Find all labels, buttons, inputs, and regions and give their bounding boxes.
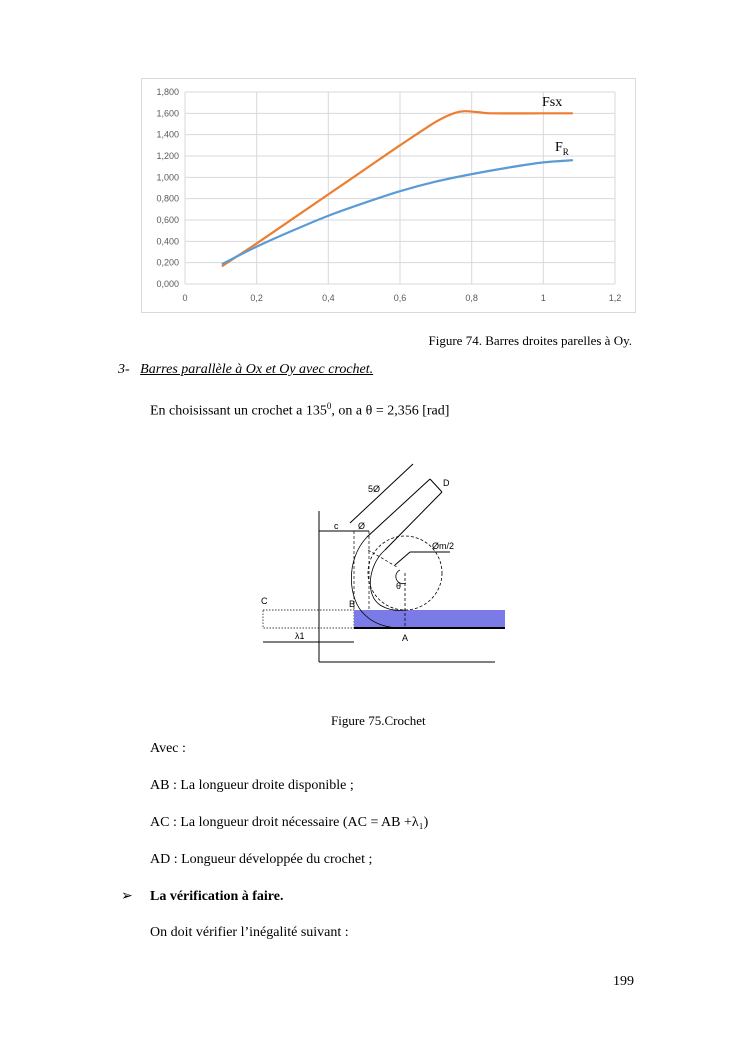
bullet-arrow-icon: ➢ xyxy=(121,889,133,904)
x-tick-label: 1 xyxy=(540,293,546,303)
label-d: D xyxy=(443,478,450,488)
bullet-heading: La vérification à faire. xyxy=(150,889,284,904)
section-number: 3- xyxy=(118,362,130,377)
y-tick-label: 0,000 xyxy=(156,279,179,289)
label-lambda: λ1 xyxy=(295,631,305,641)
page-number: 199 xyxy=(613,974,634,989)
label-theta: θ xyxy=(396,581,402,591)
definition-ad: AD : Longueur développée du crochet ; xyxy=(150,852,373,867)
section-heading xyxy=(118,362,373,378)
y-tick-label: 1,600 xyxy=(156,108,179,119)
y-tick-label: 0,800 xyxy=(156,193,179,204)
section-title: Barres parallèle à Ox et Oy avec crochet. xyxy=(140,362,374,377)
x-tick-label: 0,4 xyxy=(322,293,335,303)
series-label-fsx: Fsx xyxy=(542,95,563,110)
x-tick-label: 0 xyxy=(182,293,188,303)
y-tick-label: 1,800 xyxy=(156,87,179,97)
y-tick-label: 1,200 xyxy=(156,151,179,161)
x-tick-label: 1,2 xyxy=(608,293,622,303)
x-tick-label: 0,8 xyxy=(465,293,478,303)
label-c-point: C xyxy=(261,596,268,606)
x-tick-label: 0,2 xyxy=(250,293,263,303)
y-tick-label: 0,600 xyxy=(156,215,179,225)
y-tick-label: 0,200 xyxy=(156,257,179,268)
intro-text: En choisissant un crochet a $135^0$, on a θ = 2,356 [rad] xyxy=(150,401,450,419)
label-b: B xyxy=(349,599,356,609)
series-label-fr: $F_R$ xyxy=(555,140,569,157)
definition-ac: AC : La longueur droit nécessaire (AC = AB +λ₁) xyxy=(150,815,429,830)
bar xyxy=(354,610,505,628)
required-length-rect xyxy=(263,610,354,628)
label-a: A xyxy=(402,633,409,643)
figure-74-caption: Figure 74. Barres droites parelles à Oy. xyxy=(428,333,632,348)
avec-label: Avec : xyxy=(150,741,186,756)
y-tick-label: 1,000 xyxy=(156,172,179,183)
x-tick-label: 0,6 xyxy=(393,293,407,303)
definition-ab: AB : La longueur droite disponible ; xyxy=(150,778,354,793)
line-chart xyxy=(141,78,636,313)
figure-75-caption: Figure 75.Crochet xyxy=(331,713,426,728)
hook-diagram xyxy=(250,450,520,670)
verify-text: On doit vérifier l’inégalité suivant : xyxy=(150,925,349,940)
label-c: c xyxy=(334,521,339,531)
y-tick-label: 0,400 xyxy=(156,236,179,247)
label-phi: Ø xyxy=(358,521,366,531)
y-tick-label: 1,400 xyxy=(156,129,179,140)
label-phim: Øm/2 xyxy=(432,541,455,551)
label-5phi: 5Ø xyxy=(368,484,381,494)
